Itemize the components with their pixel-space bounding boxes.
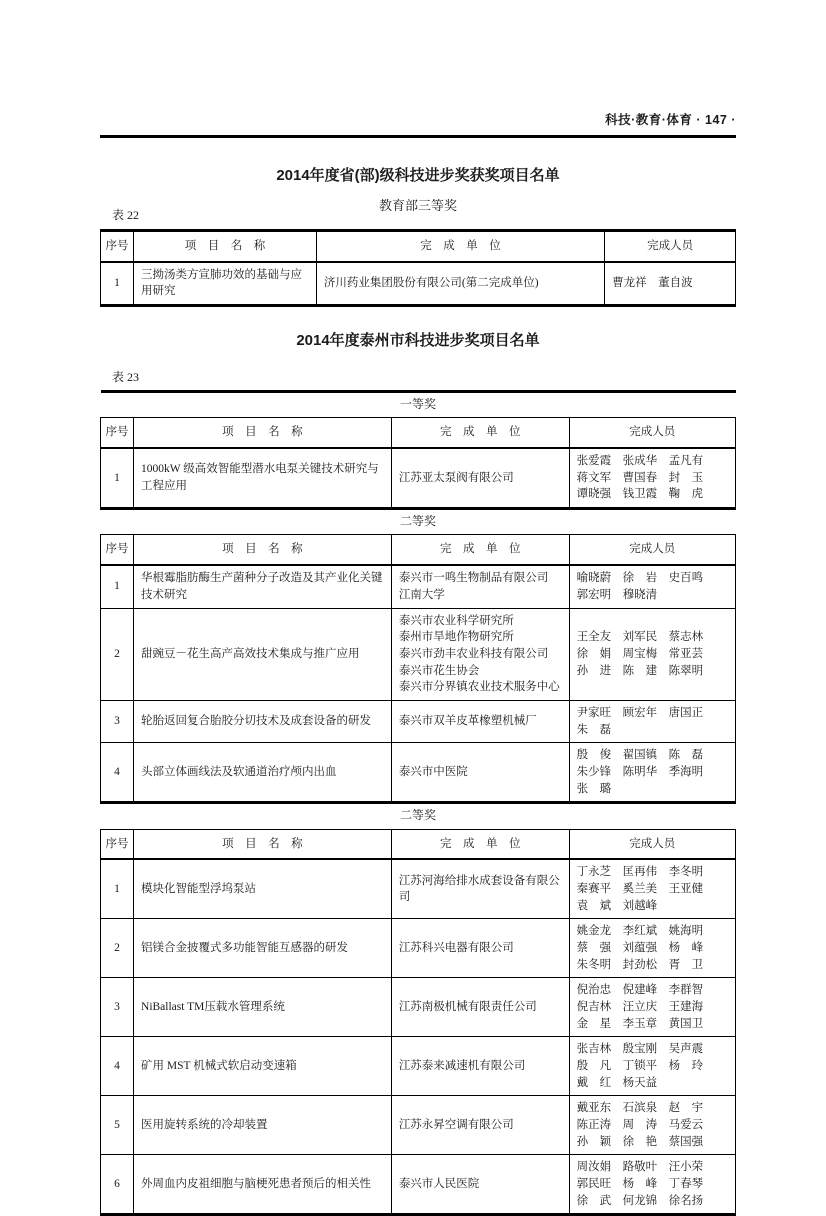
people-line: 袁 斌 刘越峰 (576, 899, 658, 912)
row-number: 1 (101, 262, 134, 306)
project-name: 矿用 MST 机械式软启动变速箱 (134, 1037, 392, 1096)
unit-line: 江苏河海给排水成套设备有限公司 (398, 874, 560, 904)
completing-people (569, 919, 735, 978)
table-row (101, 919, 736, 978)
people-line: 朱少锋 陈明华 季海明 (576, 765, 704, 778)
table-row (101, 978, 736, 1037)
grade-band (101, 803, 736, 829)
col-header-unit: 完 成 单 位 (316, 231, 604, 262)
people-line: 尹家旺 顾宏年 唐国正 (576, 706, 704, 719)
section2-title: 2014年度泰州市科技进步奖项目名单 (296, 332, 540, 350)
col-header-unit: 完 成 单 位 (391, 418, 569, 448)
completing-units (391, 1037, 569, 1096)
table-row (101, 262, 736, 306)
table23-label: 表 23 (112, 370, 140, 385)
col-header-no: 序号 (101, 231, 134, 262)
col-header-project: 项 目 名 称 (134, 535, 392, 565)
people-line: 徐 娟 周宝梅 常亚芸 (576, 647, 704, 660)
grade-label: 二等奖 (101, 509, 736, 535)
row-number: 1 (101, 859, 134, 919)
people-line: 曹龙祥 董自波 (612, 277, 693, 289)
completing-people (569, 608, 735, 700)
table-23 (100, 390, 736, 1216)
people-line: 徐 武 何龙锦 徐名扬 (576, 1194, 704, 1207)
people-line: 谭晓强 钱卫霞 鞠 虎 (576, 488, 704, 501)
col-header-people: 完成人员 (605, 231, 736, 262)
completing-units (391, 608, 569, 700)
col-header-project: 项 目 名 称 (134, 418, 392, 448)
completing-units (391, 743, 569, 803)
col-header-project: 项 目 名 称 (134, 231, 317, 262)
col-header-unit: 完 成 单 位 (391, 535, 569, 565)
table-row (101, 1037, 736, 1096)
people-line: 殷 凡 丁锁平 杨 玲 (576, 1060, 704, 1072)
table-22 (100, 229, 736, 307)
unit-line: 泰兴市分界镇农业技术服务中心 (398, 681, 560, 694)
people-line: 周汝娟 路敬叶 汪小荣 (576, 1161, 704, 1174)
completing-units (391, 448, 569, 509)
people-line: 丁永芝 匡再伟 李冬明 (576, 866, 704, 879)
unit-line: 泰兴市一鸣生物制品有限公司 (398, 572, 549, 585)
people-line: 姚金龙 李红斌 姚海明 (576, 925, 704, 938)
unit-line: 泰兴市劲丰农业科技有限公司 (398, 647, 549, 660)
row-number: 3 (101, 978, 134, 1037)
project-name: 医用旋转系统的冷却装置 (134, 1096, 392, 1155)
unit-line: 江南大学 (398, 588, 445, 601)
table-row (101, 743, 736, 803)
page-content (100, 0, 736, 1216)
completing-units (391, 1096, 569, 1155)
people-line: 张爱霞 张成华 孟凡有 (576, 455, 704, 468)
col-header-project: 项 目 名 称 (134, 829, 392, 859)
people-line: 殷 俊 翟国镇 陈 磊 (576, 749, 704, 762)
unit-line: 济川药业集团股份有限公司(第二完成单位) (323, 277, 539, 289)
unit-line: 泰兴市人民医院 (398, 1178, 480, 1191)
people-line: 张吉林 殷宝刚 吴声震 (576, 1043, 704, 1056)
table-header-row (101, 829, 736, 859)
unit-line: 江苏南极机械有限责任公司 (398, 1000, 537, 1013)
table-row (101, 448, 736, 509)
project-name: 1000kW 级高效智能型潜水电泵关键技术研究与工程应用 (134, 448, 392, 509)
col-header-unit: 完 成 单 位 (391, 829, 569, 859)
completing-units (391, 700, 569, 742)
project-name: 外周血内皮祖细胞与脑梗死患者预后的相关性 (134, 1155, 392, 1215)
row-number: 1 (101, 448, 134, 509)
completing-people (569, 743, 735, 803)
people-line: 蔡 强 刘蕴强 杨 峰 (576, 941, 704, 954)
people-line: 孙 进 陈 建 陈翠明 (576, 664, 704, 677)
project-name: 头部立体画线法及软通道治疗颅内出血 (134, 743, 392, 803)
table-row (101, 1096, 736, 1155)
row-number: 2 (101, 919, 134, 978)
grade-label: 二等奖 (101, 803, 736, 829)
completing-units (391, 1155, 569, 1215)
table-row (101, 1155, 736, 1215)
people-line: 戴 红 杨天益 (576, 1076, 658, 1089)
row-number: 4 (101, 743, 134, 803)
people-line: 喻晓蔚 徐 岩 史百鸣 (576, 572, 704, 585)
row-number: 5 (101, 1096, 134, 1155)
grade-band (101, 392, 736, 418)
running-head: 科技·教育·体育 · 147 · (100, 110, 736, 138)
people-line: 金 星 李玉章 黄国卫 (576, 1017, 704, 1030)
people-line: 倪治忠 倪建峰 李群智 (576, 984, 704, 997)
table-row (101, 700, 736, 742)
row-number: 2 (101, 608, 134, 700)
project-name: 模块化智能型浮坞泵站 (134, 859, 392, 919)
project-name: NiBallast TM压载水管理系统 (134, 978, 392, 1037)
grade-band (101, 509, 736, 535)
table-header-row (101, 231, 736, 262)
people-line: 朱 磊 (576, 723, 612, 736)
people-line: 张 璐 (576, 782, 612, 795)
section1-subline (100, 193, 736, 227)
project-name: 铝镁合金披覆式多功能智能互感器的研发 (134, 919, 392, 978)
people-line: 王全友 刘军民 蔡志林 (576, 631, 704, 644)
people-line: 郭民旺 杨 峰 丁春琴 (576, 1178, 704, 1191)
completing-people (605, 262, 736, 306)
completing-people (569, 1155, 735, 1215)
completing-people (569, 1037, 735, 1096)
table-row (101, 859, 736, 919)
project-name: 甜豌豆－花生高产高效技术集成与推广应用 (134, 608, 392, 700)
project-name: 华根霉脂肪酶生产菌种分子改造及其产业化关键技术研究 (134, 565, 392, 608)
section2-labelline (100, 364, 736, 388)
col-header-people: 完成人员 (569, 535, 735, 565)
unit-line: 泰兴市双羊皮革橡塑机械厂 (398, 715, 537, 728)
unit-line: 江苏永昇空调有限公司 (398, 1119, 514, 1132)
people-line: 朱冬明 封劲松 胥 卫 (576, 958, 704, 971)
table-row (101, 608, 736, 700)
col-header-no: 序号 (101, 535, 134, 565)
row-number: 6 (101, 1155, 134, 1215)
table-row (101, 565, 736, 608)
completing-people (569, 700, 735, 742)
unit-line: 泰兴市农业科学研究所 (398, 614, 514, 627)
col-header-people: 完成人员 (569, 418, 735, 448)
completing-people (569, 978, 735, 1037)
col-header-people: 完成人员 (569, 829, 735, 859)
col-header-no: 序号 (101, 829, 134, 859)
section1-subtitle: 教育部三等奖 (378, 198, 457, 213)
project-name: 三拗汤类方宣肺功效的基础与应用研究 (134, 262, 317, 306)
table-header-row (101, 418, 736, 448)
unit-line: 泰兴市中医院 (398, 765, 468, 778)
unit-line: 江苏泰来减速机有限公司 (398, 1060, 526, 1072)
table22-label: 表 22 (112, 208, 140, 222)
section1-title: 2014年度省(部)级科技进步奖获奖项目名单 (276, 167, 560, 184)
unit-line: 泰兴市花生协会 (398, 664, 480, 677)
unit-line: 泰州市旱地作物研究所 (398, 631, 514, 644)
unit-line: 江苏亚太泵阀有限公司 (398, 471, 514, 484)
row-number: 3 (101, 700, 134, 742)
people-line: 蒋文军 曹国春 封 玉 (576, 471, 704, 484)
people-line: 倪吉林 汪立庆 王建海 (576, 1000, 704, 1013)
people-line: 孙 颖 徐 艳 蔡国强 (576, 1135, 704, 1148)
completing-units (391, 919, 569, 978)
completing-people (569, 448, 735, 509)
completing-units (391, 565, 569, 608)
people-line: 戴亚东 石滨泉 赵 宇 (576, 1102, 704, 1115)
completing-people (569, 859, 735, 919)
project-name: 轮胎返回复合胎胶分切技术及成套设备的研发 (134, 700, 392, 742)
people-line: 秦赛平 奚兰美 王亚健 (576, 882, 704, 895)
table-header-row (101, 535, 736, 565)
col-header-no: 序号 (101, 418, 134, 448)
grade-label: 一等奖 (101, 392, 736, 418)
row-number: 1 (101, 565, 134, 608)
completing-people (569, 565, 735, 608)
people-line: 郭宏明 穆晓清 (576, 588, 658, 601)
completing-people (569, 1096, 735, 1155)
row-number: 4 (101, 1037, 134, 1096)
completing-units (316, 262, 604, 306)
completing-units (391, 859, 569, 919)
completing-units (391, 978, 569, 1037)
unit-line: 江苏科兴电器有限公司 (398, 941, 514, 954)
people-line: 陈正涛 周 涛 马爱云 (576, 1119, 704, 1132)
